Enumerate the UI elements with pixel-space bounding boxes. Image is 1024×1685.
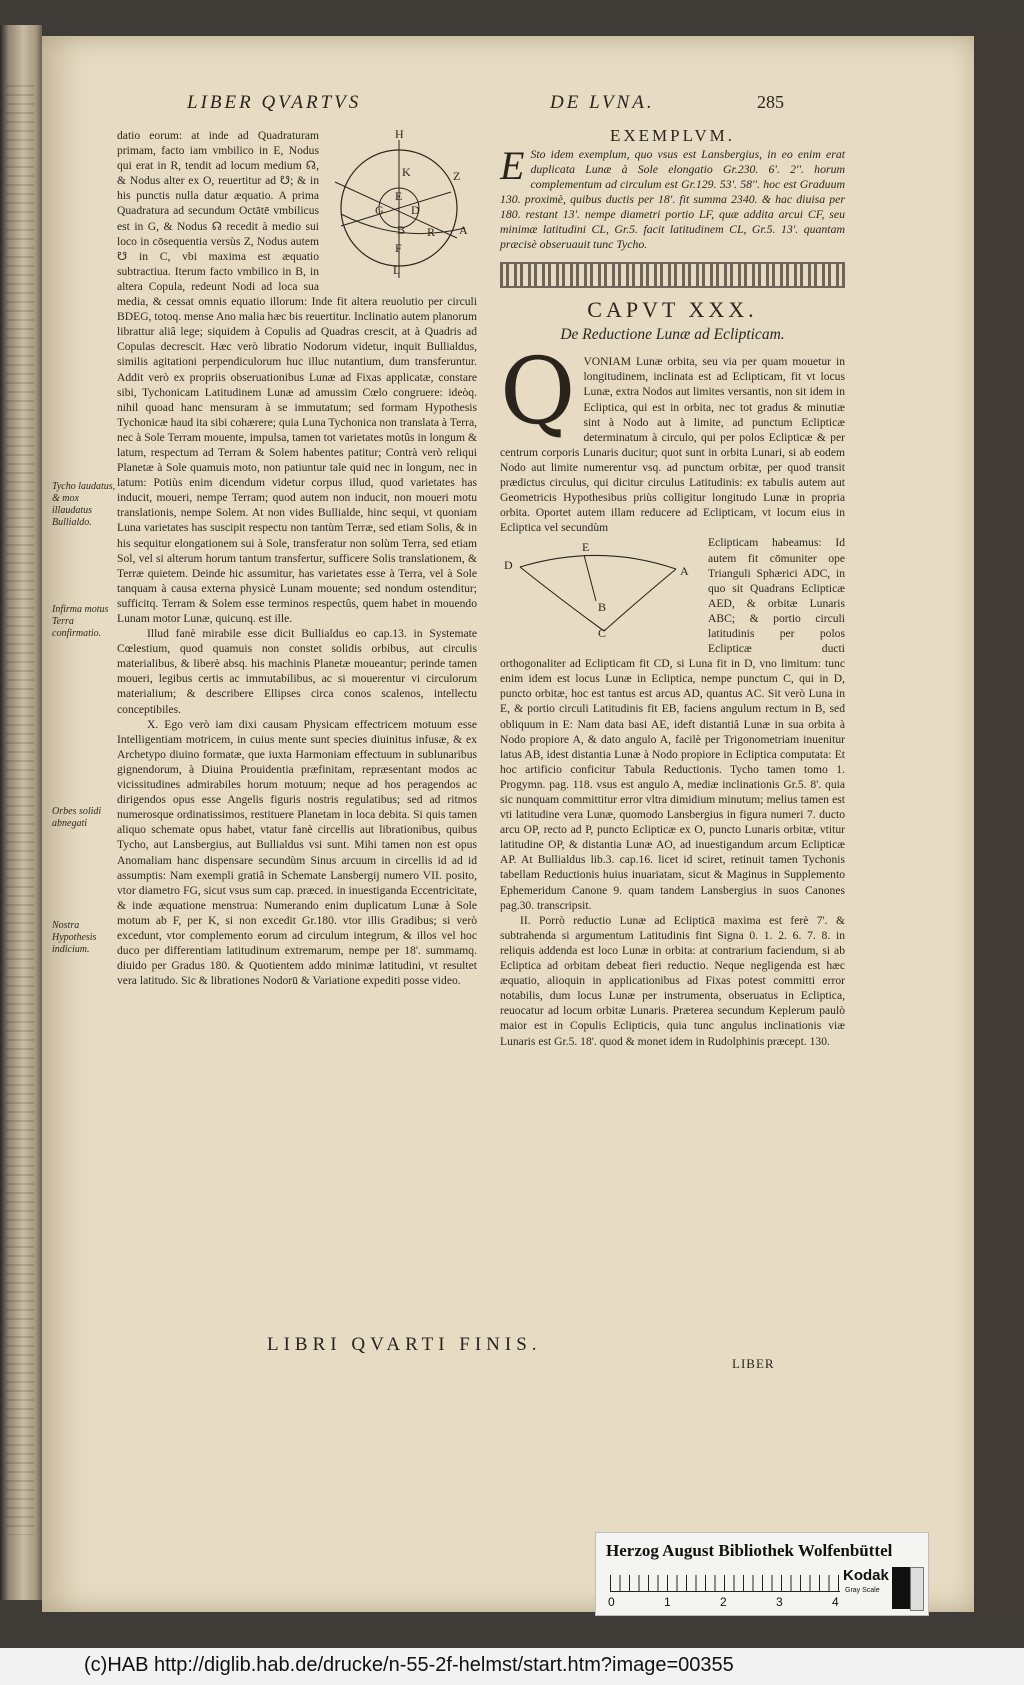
ruler-number-3: 3 — [776, 1595, 783, 1609]
page-number: 285 — [757, 92, 784, 112]
fig2-label-d: D — [504, 558, 513, 573]
page-edge-lines — [6, 85, 34, 1535]
fig1-label-z: Z — [453, 169, 461, 183]
footer-bar — [0, 1648, 1024, 1685]
spherical-triangle-figure — [500, 539, 700, 639]
ruler-number-1: 1 — [664, 1595, 671, 1609]
chapter-title: CAPVT XXX. — [587, 297, 758, 323]
gray-scale-label: Gray Scale — [845, 1587, 880, 1594]
fig1-label-e: E — [395, 189, 403, 203]
fig2-label-e: E — [582, 540, 590, 555]
chapter-text-2: Eclipticam habeamus: Id autem fit cōmuniter ope Trianguli Sphærici ADC, in quo sit Quadrans Eclipticæ AED, & orbitæ Lunaris ABC; & portio circuli latitudinis per polos Eclipticæ ducti orthogonaliter ad Eclipticam fit CD, si Luna fit in D, vno limitum: tunc enim idem est locus Lunæ in Ecliptica, nempe punctum C, qui in D, puncto orbitæ, hoc est tantus est arcus AD, quantus AC. Sit verò Luna in E, & portio circuli Latitudinis fit EB, faciens angulum rectum in B, sed obliquum in E: Nam data basi AE, ideft distantiâ Lunæ in sua orbita à Nodo propiore A, & dato angulo A, facilè per Trigonometriam inuenitur latus AB, idest distantia Lunæ à Nodo propiore in Ecliptica computata: Et hoc artificio conficitur Tabula Reductionis. Tycho tamen tomo 1. Progymn. pag. 118. vsus est angulo A, mediæ inclinationis Gr.5. 8'. quia sic nunquam committitur error vltra dimidium minutum; melius tamen est vti latitudine vera Lunæ, quomodo Lansbergius in figura numeri 7. ducto arcu OP, recto ad P, puncto Eclipticæ ex O, puncto Lunaris orbitæ, vtitur latitudine OP, & distantia Lunæ AO, ad inuestigandum arcum Eclipticæ AP. At Bullialdus lib.3. cap.16. licet id sciret, retinuit tamen Tychonis tabellam Reductionis huius inuariatam, sicut & Maginus in Supplemento Ephemeridum Canone 9. quam tandem Lansbergius in suos Canones pag.30. transcripsit. — [500, 536, 845, 912]
ecliptic-arc — [520, 556, 676, 570]
margin-note-2: Infirma motus Terra confirmatio. — [52, 604, 109, 639]
fig1-label-h: H — [395, 128, 404, 141]
fig1-label-g: G — [375, 203, 384, 217]
library-color-card — [595, 1532, 929, 1616]
running-header — [42, 92, 974, 122]
left-paragraph-2: Illud fanè mirabile esse dicit Bullialdus eo cap.13. in Systemate Cœlestium, quod quamuis non constet solidis orbibus, aut circulis materialibus, & liberè absq. his machinis Planetæ moueantur; perinde tamen moueri, legibus certis ac immutabilibus, ac si mouerentur vi circulorum materialium; & describere Ellipses circa conos scalenos, intellectu conceptibiles. — [117, 627, 477, 716]
fig2-label-c: C — [598, 626, 607, 640]
background-right — [974, 36, 1024, 1612]
footer-copyright-url: (c)HAB http://diglib.hab.de/drucke/n-55-2f-helmst/start.htm?image=00355 — [84, 1654, 734, 1676]
white-swatch — [910, 1567, 924, 1611]
ruler-number-0: 0 — [608, 1595, 615, 1609]
orbit-arc-abc — [604, 569, 676, 631]
right-column — [500, 128, 845, 1049]
margin-note-1: Tycho laudatus, & mox illaudatus Bullialdo. — [52, 481, 116, 528]
left-paragraph-1: datio eorum: at inde ad Quadraturam primam, facto iam vmbilico in E, Nodus qui erat in R, tendit ad locum medium ☊, & Nodus alter ex O, reuertitur ad ☋; & in his punctis nulla datur æquatio. A prima Quadratura ad secundum Octātē vmbilicus est in G, & Nodus ☊ recedit à medio sui loco in cōsequentia versùs Z, Nodus autem ☋ in C, vbi maxima est æquatio subtractiua. Iterum facto vmbilico in B, in altera Copula, redeunt Nodi ad loca sua media, & cessat omnis equatio illorum: Inde fit altera reuolutio per circuli BDEG, totoq. mense Ano malia hæc bis reuertitur. Inclinatio autem planorum librattur aliâ lege; siquidem à Copulis ad Quadras crescit, at à Quadris ad Copulas decrescit. Hæc verò libratio Nodorum videtur, inquit Bullialdus, similis agitationi perpendiculorum huc illuc nutantium, dum transferuntur. Addit verò ex propriis obseruationibus Lunæ ad Fixas applicatæ, constare sibi, Tychonicam Latitudinem Lunæ ad amussim Cœlo congruere: ideòq. nihil quoad hanc mensuram à se immutatum; sed formam Hypothesis Tychonicæ haud ita sibi cohærere; quia Luna Tychonica non translata à Terra, nec à Sole Terram mouente, impulsa, tamen tot varietates motûs in longum & latum, respectum ad Terram & Solem habentes patitur; Contrà verò reliqui Planetæ à Sole quamuis moto, non patiuntur tale quid nec in longum, nec in latum: Potiùs enim dicendum videtur corpus illud, quod varietates has inducit, moueri, nempe Terram; quod autem non inducit, non moueri motu translationis, nempe Solem. At non vides Bullialde, hinc sequi, vt quoniam Luna varietates has suscipit respectu non tantùm Terræ, sed etiam Solis, & in his sequitur elongationem sui à Sole, transferatur non solùm Terra, sed etiam Sol, vel si alterum horum tantum transfertur, sufficere Solis translationem, & Terræ quietem. Deinde hic assumitur, has varietates esse à Terra, vel à Sole tanquam à causa externa physicè Lunam mouente; sed nondum ostenditur; sufficitq. Terram & Solem esse terminos respectûs, quem habet in mouendo Lunam motor Lunæ, quicunq. est ille. — [117, 129, 477, 625]
chapter-paragraph-1 — [500, 338, 845, 535]
left-paragraph-3: X. Ego verò iam dixi causam Physicam effectricem motuum esse Intelligentiam motricem, in cuius mente sunt species diuinitus infusæ, & ex Archetypo diuino formatæ, que iuxta Harmoniam effectuum in sublunaribus gignendorum, à Diuina Prouidentia præfinitam, repræsentant modos ac vicissitudines admirabiles horum motuum; neque ad hos peragendos ac dirigendos opus esse Angelis figuris nostris regulatibus; sed ad ritmos numerosque ordinatissimos, restituere Planetam in loca debita. Si quis tamen aliquo schemate opus habet, vtatur fanè circellis aut librationibus, quibus Tycho, aut Lansbergius, aut Bullialdus vsi sunt. Mihi tamen non est opus Anomaliam hanc dispensare secundùm Sinus arcuum in circellis id ad id assumptis: Nam exempli gratiâ in Schemate Lansbergij numero VII. posito, vtor diametro FG, sicut vsus sum cap. præced. in inuestiganda Eccentricitate, & inde æquatione menstrua: Numerando enim duplicatum Lunæ à Sole motum ab F, per K, si non excedit Gr.180. vtor illis Gradibus; si verò excedunt, vtor complemento eorum ad circulum integrum, & illos vel hoc duco per differentiam latitudinum extremarum, nempe per 18'. summamq. diuido per Gradus 180. & Quotientem addo minimæ latitudini, vt resultet vera latitudo. Sic & librationes Nodorū & Variatione expediti posse video. — [117, 717, 477, 988]
fig2-label-a: A — [680, 564, 689, 579]
chapter-text-3: II. Porrò reductio Lunæ ad Eclipticā maxima est ferè 7'. & subtrahenda si argumentum Latitudinis fint Signa 0. 1. 2. 6. 7. 8. in reliquis addenda est loco Lunæ in orbita: at contrarium faciendum, si ab Ecliptica ad orbitam debeat fieri reductio. Neque negligenda est hæc æquatio, alioquin in applicationibus ad Fixas potest committi error notabilis, dum locus Lunæ per instrumenta, obseruatus in Ecliptica, reuocatur ad locum orbitæ Lunaris. Præterea secundum Keplerum paulò maior est in Copulis Eclipticis, quia tunc angulus inclinationis viæ Lunaris est Gr.5. 18'. quod & monet idem in Rudolphinis præcept. 130. — [500, 913, 845, 1048]
exemplum-title: EXEMPLVM. — [609, 126, 736, 145]
fig1-label-l: L — [393, 263, 401, 277]
exemplum-initial: E — [500, 143, 525, 189]
kodak-logo: Kodak — [843, 1567, 889, 1584]
margin-note-4: Nostra Hypothesis indicium. — [52, 920, 97, 955]
exemplum-text — [500, 143, 845, 252]
latitude-arc — [520, 567, 607, 631]
ruler-number-2: 2 — [720, 1595, 727, 1609]
fig1-label-d: D — [411, 203, 420, 217]
running-head-left: LIBER QVARTVS — [187, 92, 362, 113]
lunar-nodes-figure — [327, 128, 477, 288]
exemplum-body: Sto idem exemplum, quo vsus est Lansbergius, in eo enim erat duplicata Lunæ à Sole elongatio Gr.230. 6'. 2''. horum complementum ad circulum est Gr.129. 53'. 58''. hoc est Graduum 130. proximè, quibus ductis per 18'. fit summa 2340. & hac diuisa per 180. restant 13'. nempe diametri portio LF, quæ addita arcui CF, seu minimæ latitudini CL, Gr.5. facit latitudinem CL, Gr.5. 13'. quantam præcisè obseruauit tunc Tycho. — [500, 147, 845, 252]
fig1-label-k: K — [402, 165, 411, 179]
ruler-number-4: 4 — [832, 1595, 839, 1609]
arc-eb — [584, 555, 596, 601]
decorative-band — [500, 262, 845, 288]
measurement-ruler — [610, 1569, 840, 1592]
library-name: Herzog August Bibliothek Wolfenbüttel — [606, 1541, 893, 1560]
left-column — [117, 128, 477, 1318]
running-head-right: DE LVNA. — [550, 92, 655, 113]
fig1-label-b: B — [397, 223, 406, 237]
chapter-subtitle: De Reductione Lunæ ad Eclipticam. — [560, 326, 785, 344]
fig1-label-f: F — [395, 241, 402, 255]
dropcap-q: Q — [500, 338, 576, 446]
chapter-text-1: VONIAM Lunæ orbita, seu via per quam mouetur in longitudinem, inclinata est ad Eclipticam, fit vt locus Lunæ, extra Nodos aut limites versantis, non sit idem in Ecliptica, qui est in orbita, nec tot gradus & minutiæ sint à Nodo aut à limite, ad punctum Eclipticæ determinatum à circulo, qui per polos Eclipticæ & per centrum corporis Lunaris ducitur; quot sunt in orbita Lunari, si ab eodem Nodo aut limite numerentur vsq. ad punctum orbitæ, per quod transit prædictus circulus, qui dicitur circulus Latitudinis: ex tabulis autem aut Geometricis Hypothesibus priùs colligitur longitudo Lunæ in propria orbita. Oportet autem illam reducere ad Eclipticam, vt locum eius in Ecliptica vel secundùm — [500, 355, 845, 535]
fig1-label-r: R — [427, 225, 436, 239]
book-page-edges — [0, 25, 42, 1600]
black-swatch — [892, 1567, 910, 1609]
fig1-label-a: A — [459, 223, 468, 237]
fig2-label-b: B — [598, 600, 607, 615]
book-end-title: LIBRI QVARTI FINIS. — [267, 1334, 542, 1355]
margin-note-3: Orbes solidi abnegati — [52, 806, 102, 829]
catchword: LIBER — [732, 1356, 775, 1371]
book-page — [42, 36, 974, 1612]
